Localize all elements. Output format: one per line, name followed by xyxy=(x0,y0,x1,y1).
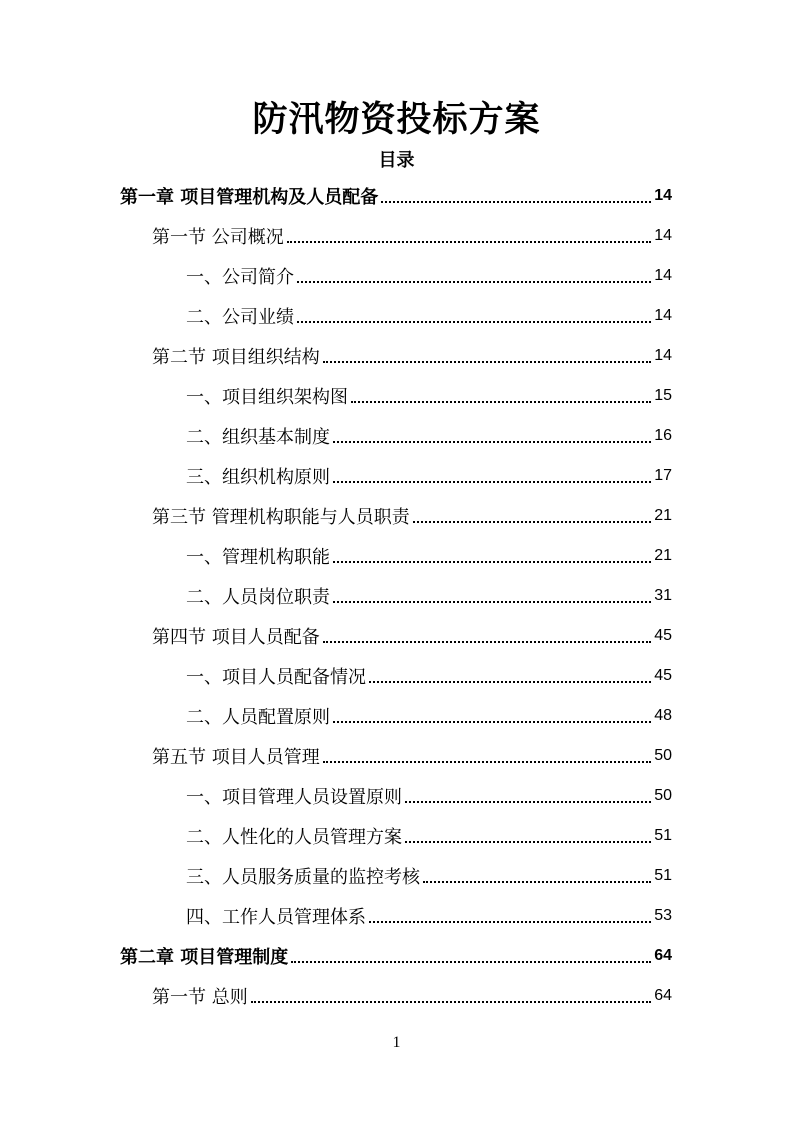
toc-entry[interactable] xyxy=(186,296,672,336)
toc-entry-label: 二、公司业绩 xyxy=(186,307,294,328)
toc-dot-leader xyxy=(323,641,651,643)
toc-dot-leader xyxy=(423,881,651,883)
toc-entry-label: 第一节 总则 xyxy=(152,987,248,1008)
toc-dot-leader xyxy=(333,561,651,563)
toc-dot-leader xyxy=(333,481,651,483)
toc-entry-label: 二、人员岗位职责 xyxy=(186,587,330,608)
toc-dot-leader xyxy=(369,681,651,683)
toc-entry[interactable] xyxy=(120,176,672,216)
toc-entry-label: 第二节 项目组织结构 xyxy=(152,347,320,368)
toc-entry-label: 四、工作人员管理体系 xyxy=(186,907,366,928)
toc-entry-page-number: 15 xyxy=(654,387,672,404)
toc-entry-page-number: 48 xyxy=(654,707,672,724)
toc-entry[interactable] xyxy=(186,896,672,936)
toc-entry-page-number: 21 xyxy=(654,547,672,564)
toc-entry-label: 三、组织机构原则 xyxy=(186,467,330,488)
toc-dot-leader xyxy=(251,1001,651,1003)
toc-entry-page-number: 16 xyxy=(654,427,672,444)
toc-entry-page-number: 64 xyxy=(654,987,672,1004)
toc-entry[interactable] xyxy=(186,656,672,696)
toc-entry-page-number: 64 xyxy=(654,947,672,964)
toc-dot-leader xyxy=(323,761,651,763)
toc-entry[interactable] xyxy=(186,416,672,456)
toc-entry-page-number: 45 xyxy=(654,627,672,644)
toc-entry-page-number: 14 xyxy=(654,307,672,324)
toc-entry-page-number: 14 xyxy=(654,187,672,204)
toc-entry[interactable] xyxy=(186,376,672,416)
toc-entry-page-number: 17 xyxy=(654,467,672,484)
toc-entry[interactable] xyxy=(186,816,672,856)
toc-entry-label: 第一节 公司概况 xyxy=(152,227,284,248)
toc-dot-leader xyxy=(381,201,651,203)
toc-dot-leader xyxy=(333,441,651,443)
toc-entry[interactable] xyxy=(186,536,672,576)
toc-entry-page-number: 45 xyxy=(654,667,672,684)
toc-entry-label: 一、项目人员配备情况 xyxy=(186,667,366,688)
toc-entry-page-number: 14 xyxy=(654,347,672,364)
toc-dot-leader xyxy=(351,401,651,403)
toc-entry[interactable] xyxy=(186,856,672,896)
toc-entry[interactable] xyxy=(186,576,672,616)
toc-heading: 目录 xyxy=(378,150,415,171)
toc-entry-label: 一、项目管理人员设置原则 xyxy=(186,787,402,808)
toc-entry-page-number: 53 xyxy=(654,907,672,924)
toc-entry-label: 第五节 项目人员管理 xyxy=(152,747,320,768)
toc-dot-leader xyxy=(323,361,651,363)
toc-entry-label: 一、项目组织架构图 xyxy=(186,387,348,408)
toc-dot-leader xyxy=(291,961,651,963)
toc-entry-label: 第三节 管理机构职能与人员职责 xyxy=(152,507,410,528)
toc-entry-page-number: 21 xyxy=(654,507,672,524)
toc-entry-page-number: 14 xyxy=(654,227,672,244)
toc-entry-label: 二、人员配置原则 xyxy=(186,707,330,728)
toc-entry[interactable] xyxy=(186,696,672,736)
toc-entry-page-number: 50 xyxy=(654,787,672,804)
toc-entry[interactable] xyxy=(186,456,672,496)
toc-entry[interactable] xyxy=(152,336,672,376)
toc-entry-page-number: 51 xyxy=(654,827,672,844)
toc-entry-page-number: 14 xyxy=(654,267,672,284)
toc-entry[interactable] xyxy=(186,776,672,816)
toc-entry-page-number: 50 xyxy=(654,747,672,764)
toc-entry-page-number: 31 xyxy=(654,587,672,604)
toc-entry[interactable] xyxy=(152,616,672,656)
toc-dot-leader xyxy=(333,601,651,603)
toc-entry-label: 一、公司简介 xyxy=(186,267,294,288)
toc-entry-label: 二、组织基本制度 xyxy=(186,427,330,448)
toc-entry[interactable] xyxy=(120,936,672,976)
toc-entry[interactable] xyxy=(152,976,672,1016)
toc-dot-leader xyxy=(405,801,651,803)
toc-entry[interactable] xyxy=(152,736,672,776)
toc-entry[interactable] xyxy=(152,496,672,536)
toc-entry[interactable] xyxy=(186,256,672,296)
toc-dot-leader xyxy=(369,921,651,923)
toc-dot-leader xyxy=(297,281,651,283)
toc-entry-label: 三、人员服务质量的监控考核 xyxy=(186,867,420,888)
toc-entry-label: 第二章 项目管理制度 xyxy=(120,947,289,968)
toc-dot-leader xyxy=(413,521,651,523)
toc-dot-leader xyxy=(333,721,651,723)
document-title: 防汛物资投标方案 xyxy=(252,99,541,140)
toc-entry-label: 二、人性化的人员管理方案 xyxy=(186,827,402,848)
toc-entry[interactable] xyxy=(152,216,672,256)
page-number: 1 xyxy=(392,1034,401,1051)
toc-dot-leader xyxy=(297,321,651,323)
toc-entry-page-number: 51 xyxy=(654,867,672,884)
toc-entry-label: 一、管理机构职能 xyxy=(186,547,330,568)
toc-dot-leader xyxy=(287,241,651,243)
toc-entry-label: 第四节 项目人员配备 xyxy=(152,627,320,648)
toc-entry-label: 第一章 项目管理机构及人员配备 xyxy=(120,187,379,208)
toc-dot-leader xyxy=(405,841,651,843)
